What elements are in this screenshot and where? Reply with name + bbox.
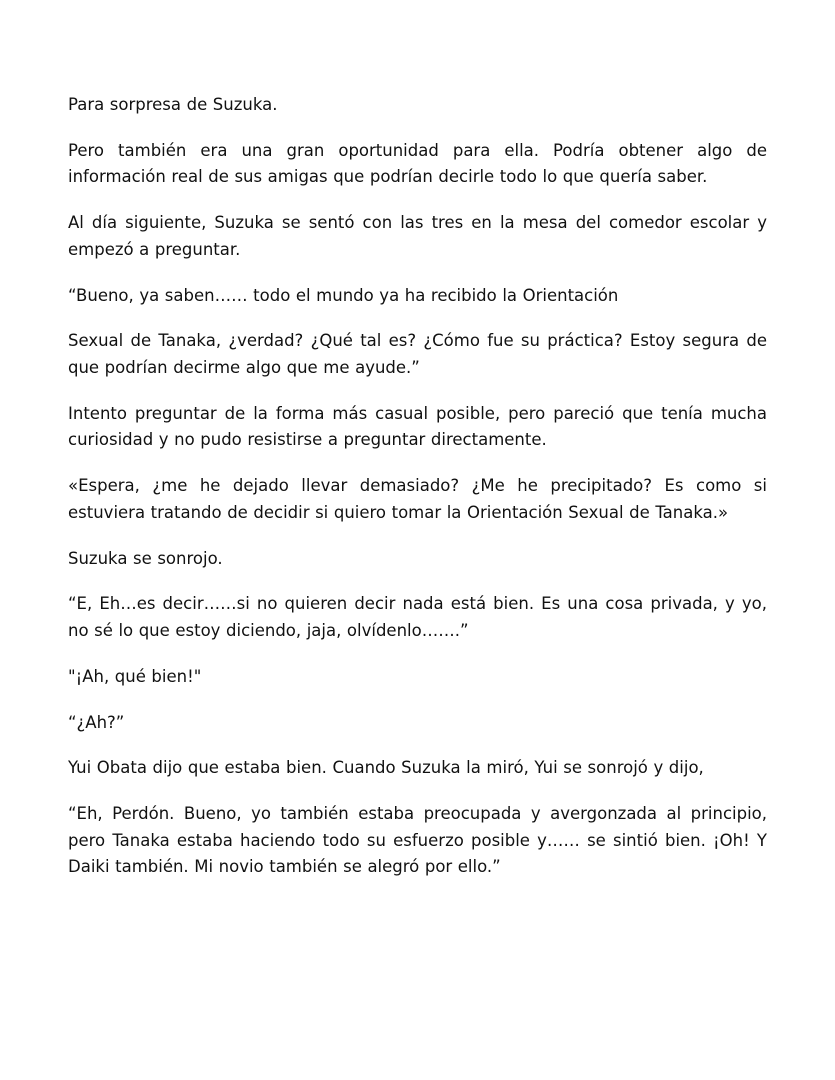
paragraph: “¿Ah?”	[68, 712, 125, 732]
document-body	[68, 92, 767, 881]
paragraph: “Eh, Perdón. Bueno, yo también estaba preocupada y avergonzada al principio, pero Tanaka estaba haciendo todo su esfuerzo posible y…… se sintió bien. ¡Oh! Y Daiki también. Mi novio también se alegró por ello.”	[68, 803, 767, 877]
paragraph: Al día siguiente, Suzuka se sentó con las tres en la mesa del comedor escolar y empezó a preguntar.	[68, 213, 767, 259]
paragraph: Intento preguntar de la forma más casual posible, pero pareció que tenía mucha curiosidad y no pudo resistirse a preguntar directamente.	[68, 403, 767, 450]
paragraph: Suzuka se sonrojo.	[68, 548, 223, 568]
paragraph: Pero también era una gran oportunidad para ella. Podría obtener algo de información real de sus amigas que podrían decirle todo lo que quería saber.	[68, 140, 767, 187]
paragraph: Para sorpresa de Suzuka.	[68, 95, 278, 114]
paragraph: “Bueno, ya saben…… todo el mundo ya ha recibido la Orientación	[68, 285, 619, 305]
paragraph: "¡Ah, qué bien!"	[68, 666, 202, 686]
paragraph: “E, Eh…es decir……si no quieren decir nada está bien. Es una cosa privada, y yo, no sé lo que estoy diciendo, jaja, olvídenlo…….”	[68, 594, 767, 641]
paragraph: Sexual de Tanaka, ¿verdad? ¿Qué tal es? ¿Cómo fue su práctica? Estoy segura de que podrían decirme algo que me ayude.”	[68, 331, 767, 378]
paragraph: «Espera, ¿me he dejado llevar demasiado? ¿Me he precipitado? Es como si estuviera tratando de decidir si quiero tomar la Orientación Sexual de Tanaka.»	[68, 476, 767, 522]
paragraph: Yui Obata dijo que estaba bien. Cuando Suzuka la miró, Yui se sonrojó y dijo,	[68, 758, 704, 778]
